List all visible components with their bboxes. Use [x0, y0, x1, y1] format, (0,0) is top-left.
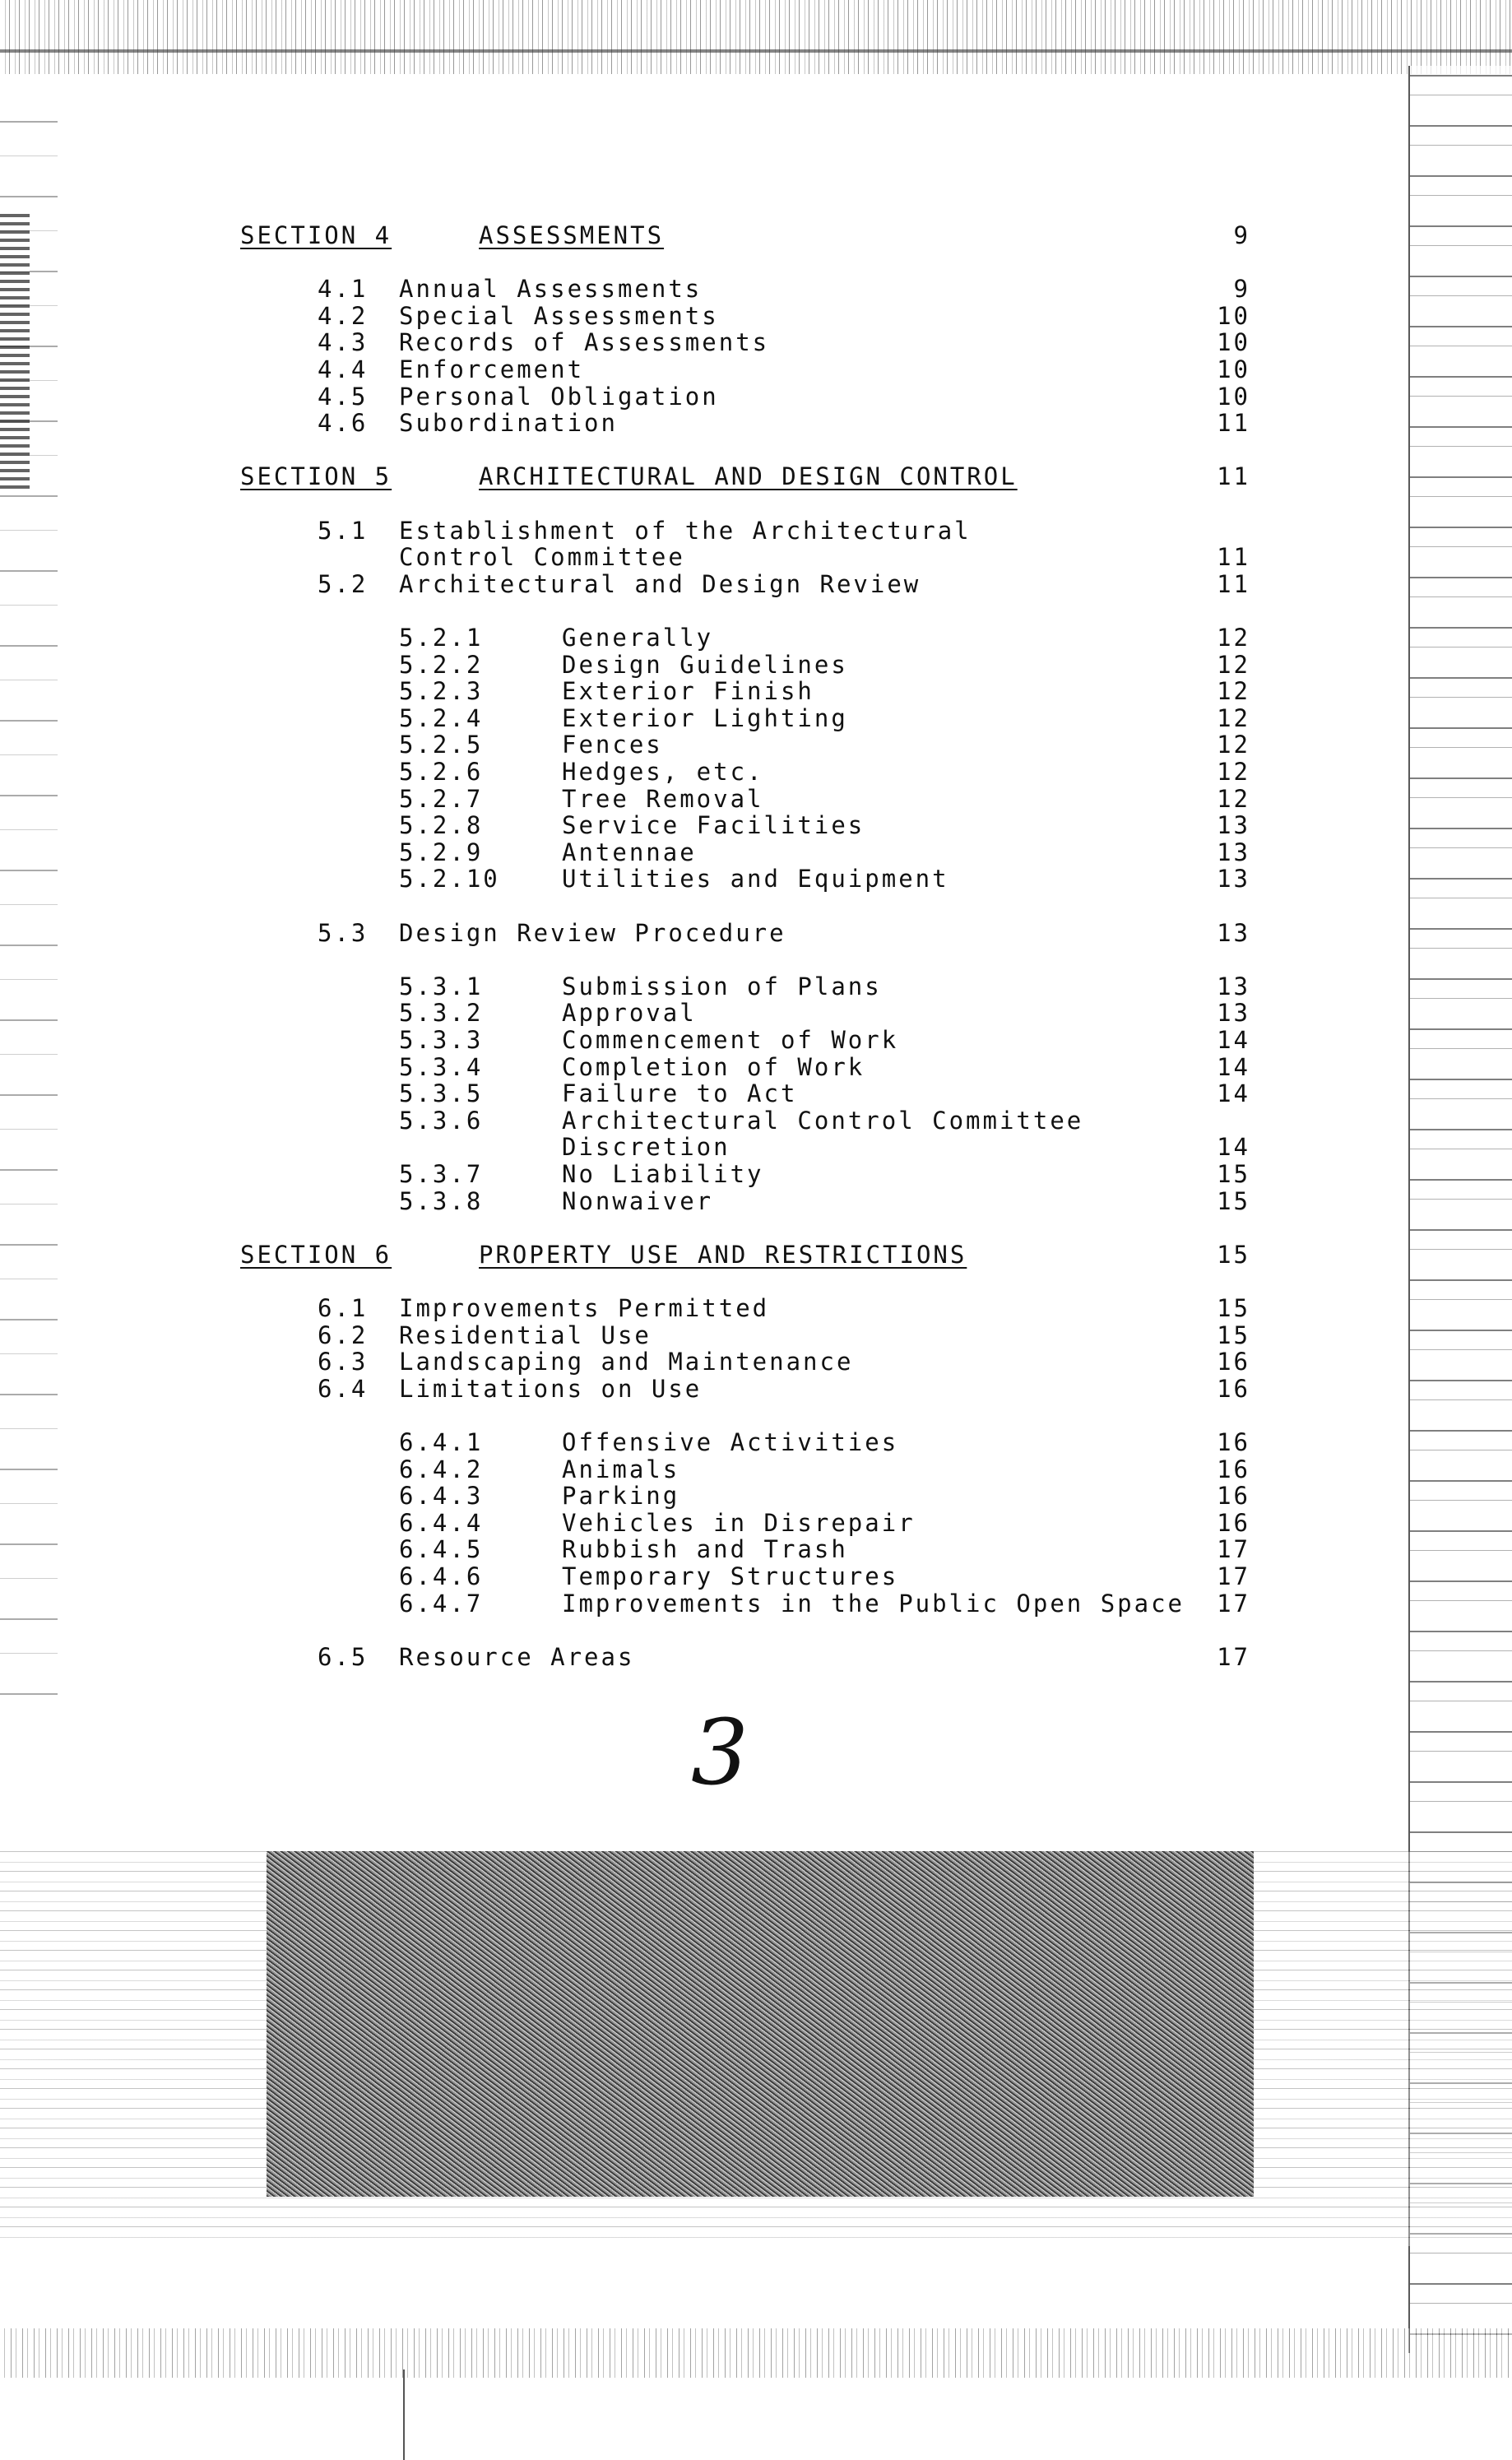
subitem-number: 5.2.2 — [399, 651, 484, 679]
item-number: 5.1 — [318, 517, 369, 545]
toc-subitem — [0, 998, 1512, 1028]
item-number: 4.2 — [318, 302, 369, 330]
page-ref: 12 — [1217, 704, 1250, 732]
scan-vertical-line — [403, 2369, 405, 2460]
toc-item — [0, 1321, 1512, 1350]
page-ref: 10 — [1217, 383, 1250, 411]
item-number: 4.3 — [318, 328, 369, 356]
subitem-title: Nonwaiver — [562, 1187, 714, 1215]
page-ref: 11 — [1217, 543, 1250, 571]
item-title: Resource Areas — [399, 1643, 635, 1671]
subitem-number: 5.2.3 — [399, 677, 484, 705]
page-ref: 12 — [1217, 731, 1250, 759]
subitem-number: 5.3.5 — [399, 1079, 484, 1107]
page-ref: 13 — [1217, 919, 1250, 947]
section-label: SECTION 4 — [240, 221, 392, 249]
page-ref: 14 — [1217, 1026, 1250, 1054]
subitem-title: No Liability — [562, 1160, 764, 1188]
item-number: 4.4 — [318, 355, 369, 383]
item-number: 6.1 — [318, 1294, 369, 1322]
subitem-number: 6.4.3 — [399, 1482, 484, 1510]
subitem-title: Design Guidelines — [562, 651, 848, 679]
subitem-title: Exterior Finish — [562, 677, 814, 705]
item-title: Establishment of the Architectural — [399, 517, 972, 545]
item-title: Residential Use — [399, 1321, 652, 1349]
item-title: Personal Obligation — [399, 383, 719, 411]
subitem-number: 6.4.4 — [399, 1509, 484, 1537]
page-ref: 10 — [1217, 355, 1250, 383]
page-ref: 12 — [1217, 651, 1250, 679]
item-number: 5.2 — [318, 570, 369, 598]
page-ref: 11 — [1217, 409, 1250, 437]
item-title: Records of Assessments — [399, 328, 770, 356]
page-ref: 15 — [1217, 1160, 1250, 1188]
page-ref: 13 — [1217, 865, 1250, 893]
page-ref: 16 — [1217, 1455, 1250, 1483]
toc-subitem — [0, 1589, 1512, 1618]
subitem-title: Vehicles in Disrepair — [562, 1509, 916, 1537]
page-ref: 17 — [1217, 1643, 1250, 1671]
subitem-number: 5.2.10 — [399, 865, 500, 893]
toc-item — [0, 1347, 1512, 1376]
page-ref: 13 — [1217, 811, 1250, 839]
section-label: SECTION 6 — [240, 1241, 392, 1269]
page-ref: 10 — [1217, 328, 1250, 356]
section-title: ARCHITECTURAL AND DESIGN CONTROL — [479, 462, 1018, 490]
toc-section-heading — [0, 462, 1512, 491]
item-number: 4.6 — [318, 409, 369, 437]
subitem-title: Parking — [562, 1482, 680, 1510]
subitem-number: 5.3.3 — [399, 1026, 484, 1054]
subitem-number: 5.3.1 — [399, 972, 484, 1000]
subitem-title: Service Facilities — [562, 811, 865, 839]
scan-noise-bottom — [0, 2328, 1512, 2378]
subitem-title-continued: Discretion — [562, 1133, 730, 1161]
subitem-number: 5.2.5 — [399, 731, 484, 759]
toc-subitem — [0, 838, 1512, 867]
page-ref: 17 — [1217, 1590, 1250, 1618]
toc-item — [0, 1374, 1512, 1404]
subitem-number: 6.4.5 — [399, 1535, 484, 1563]
toc-subitem — [0, 676, 1512, 706]
subitem-number: 5.2.9 — [399, 838, 484, 866]
page-ref: 13 — [1217, 972, 1250, 1000]
item-number: 4.5 — [318, 383, 369, 411]
toc-item — [0, 382, 1512, 411]
toc-item — [0, 1642, 1512, 1672]
item-title-continued: Control Committee — [399, 543, 685, 571]
item-number: 6.4 — [318, 1375, 369, 1403]
toc-subitem — [0, 1186, 1512, 1216]
page-ref: 17 — [1217, 1535, 1250, 1563]
subitem-number: 5.3.2 — [399, 999, 484, 1027]
subitem-title: Generally — [562, 624, 714, 652]
toc-subitem — [0, 1534, 1512, 1564]
toc-subitem — [0, 1052, 1512, 1082]
page-ref: 15 — [1217, 1241, 1250, 1269]
subitem-number: 6.4.7 — [399, 1590, 484, 1618]
subitem-number: 5.2.8 — [399, 811, 484, 839]
item-title: Limitations on Use — [399, 1375, 703, 1403]
subitem-title: Exterior Lighting — [562, 704, 848, 732]
item-title: Improvements Permitted — [399, 1294, 770, 1322]
page-ref: 16 — [1217, 1428, 1250, 1456]
page-ref: 17 — [1217, 1562, 1250, 1590]
subitem-number: 5.2.1 — [399, 624, 484, 652]
subitem-number: 5.2.6 — [399, 758, 484, 786]
toc-subitem — [0, 1455, 1512, 1484]
toc-subitem — [0, 972, 1512, 1001]
subitem-title: Animals — [562, 1455, 680, 1483]
page-ref: 12 — [1217, 677, 1250, 705]
toc-subitem — [0, 650, 1512, 680]
subitem-number: 6.4.1 — [399, 1428, 484, 1456]
page-ref: 11 — [1217, 462, 1250, 490]
toc-section-heading — [0, 220, 1512, 250]
toc-item — [0, 569, 1512, 599]
section-title: PROPERTY USE AND RESTRICTIONS — [479, 1241, 967, 1269]
item-number: 5.3 — [318, 919, 369, 947]
toc-item — [0, 274, 1512, 304]
toc-subitem — [0, 703, 1512, 733]
page-ref: 12 — [1217, 785, 1250, 813]
item-title: Architectural and Design Review — [399, 570, 921, 598]
toc-subitem — [0, 864, 1512, 893]
section-label: SECTION 5 — [240, 462, 392, 490]
page-ref: 14 — [1217, 1133, 1250, 1161]
page-ref: 16 — [1217, 1509, 1250, 1537]
subitem-title: Architectural Control Committee — [562, 1107, 1084, 1135]
item-title: Subordination — [399, 409, 618, 437]
subitem-title: Approval — [562, 999, 697, 1027]
subitem-title: Completion of Work — [562, 1053, 865, 1081]
page-ref: 9 — [1233, 221, 1250, 249]
handwritten-page-number: 3 — [691, 1700, 749, 1805]
page-ref: 12 — [1217, 624, 1250, 652]
page-ref: 16 — [1217, 1348, 1250, 1376]
page-ref: 13 — [1217, 838, 1250, 866]
subitem-title: Submission of Plans — [562, 972, 882, 1000]
subitem-number: 5.3.8 — [399, 1187, 484, 1215]
subitem-title: Failure to Act — [562, 1079, 798, 1107]
item-title: Special Assessments — [399, 302, 719, 330]
subitem-number: 5.3.7 — [399, 1160, 484, 1188]
toc-subitem — [0, 784, 1512, 814]
toc-subitem-continuation — [0, 1132, 1512, 1162]
page-ref: 14 — [1217, 1079, 1250, 1107]
subitem-number: 6.4.2 — [399, 1455, 484, 1483]
toc-item — [0, 1293, 1512, 1323]
page-ref: 16 — [1217, 1375, 1250, 1403]
subitem-title: Improvements in the Public Open Space — [562, 1590, 1185, 1618]
toc-subitem — [0, 623, 1512, 652]
page-ref: 16 — [1217, 1482, 1250, 1510]
page-ref: 11 — [1217, 570, 1250, 598]
toc-item — [0, 408, 1512, 438]
page-ref: 14 — [1217, 1053, 1250, 1081]
item-number: 6.3 — [318, 1348, 369, 1376]
toc-item — [0, 301, 1512, 331]
page-ref: 15 — [1217, 1321, 1250, 1349]
page-ref: 15 — [1217, 1187, 1250, 1215]
subitem-number: 5.2.4 — [399, 704, 484, 732]
item-number: 6.2 — [318, 1321, 369, 1349]
subitem-title: Offensive Activities — [562, 1428, 899, 1456]
toc-item-continuation — [0, 542, 1512, 572]
subitem-number: 6.4.6 — [399, 1562, 484, 1590]
item-title: Enforcement — [399, 355, 585, 383]
toc-item — [0, 327, 1512, 357]
page-ref: 12 — [1217, 758, 1250, 786]
subitem-title: Rubbish and Trash — [562, 1535, 848, 1563]
page-ref: 10 — [1217, 302, 1250, 330]
toc-subitem — [0, 730, 1512, 759]
subitem-title: Antennae — [562, 838, 697, 866]
page-ref: 13 — [1217, 999, 1250, 1027]
toc-subitem — [0, 1562, 1512, 1591]
toc-section-heading — [0, 1240, 1512, 1269]
toc-item — [0, 516, 1512, 545]
toc-item — [0, 918, 1512, 948]
subitem-title: Fences — [562, 731, 663, 759]
subitem-title: Tree Removal — [562, 785, 764, 813]
subitem-title: Commencement of Work — [562, 1026, 899, 1054]
subitem-title: Temporary Structures — [562, 1562, 899, 1590]
toc-subitem — [0, 1481, 1512, 1511]
item-title: Design Review Procedure — [399, 919, 786, 947]
toc-subitem — [0, 757, 1512, 787]
toc-subitem — [0, 1427, 1512, 1457]
toc-item — [0, 355, 1512, 384]
toc-subitem — [0, 1508, 1512, 1538]
subitem-number: 5.3.6 — [399, 1107, 484, 1135]
toc-subitem — [0, 1106, 1512, 1135]
toc-subitem — [0, 810, 1512, 840]
subitem-number: 5.2.7 — [399, 785, 484, 813]
item-title: Annual Assessments — [399, 275, 703, 303]
page-ref: 15 — [1217, 1294, 1250, 1322]
toc-subitem — [0, 1025, 1512, 1055]
subitem-title: Hedges, etc. — [562, 758, 764, 786]
item-number: 6.5 — [318, 1643, 369, 1671]
section-title: ASSESSMENTS — [479, 221, 665, 249]
toc-subitem — [0, 1079, 1512, 1108]
subitem-number: 5.3.4 — [399, 1053, 484, 1081]
item-title: Landscaping and Maintenance — [399, 1348, 854, 1376]
page-ref: 9 — [1233, 275, 1250, 303]
subitem-title: Utilities and Equipment — [562, 865, 949, 893]
item-number: 4.1 — [318, 275, 369, 303]
toc-subitem — [0, 1159, 1512, 1189]
scanned-dark-texture-block — [267, 1851, 1254, 2197]
